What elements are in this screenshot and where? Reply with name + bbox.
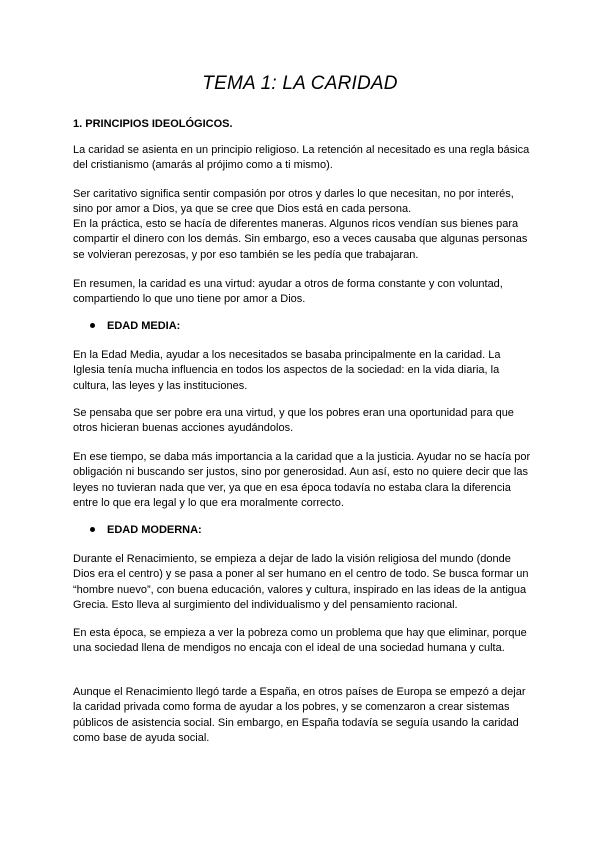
- page-title: TEMA 1: LA CARIDAD: [202, 73, 398, 94]
- heading-label: EDAD MODERNA:: [107, 524, 202, 536]
- paragraph: En la práctica, esto se hacía de diferentes maneras. Algunos ricos vendían sus bienes para compartir el dinero con los demás. Sin embargo, eso a veces causaba que algunas personas se volvieran perezosas, y por eso también se les pedía que trabajaran.: [73, 218, 528, 261]
- bullet-icon: [90, 527, 95, 532]
- paragraph: En esta época, se empieza a ver la pobreza como un problema que hay que eliminar, porque una sociedad llena de mendigos no encaja con el ideal de una sociedad humana y culta.: [73, 627, 527, 655]
- heading-label: EDAD MEDIA:: [107, 320, 181, 332]
- paragraph: Se pensaba que ser pobre era una virtud, y que los pobres eran una oportunidad para que otros hicieran buenas acciones ayudándolos.: [73, 407, 514, 435]
- paragraph: Ser caritativo significa sentir compasión por otros y darles lo que necesitan, no por interés, sino por amor a Dios, ya que se cree que Dios está en cada persona.: [73, 188, 514, 216]
- paragraph: Durante el Renacimiento, se empieza a dejar de lado la visión religiosa del mundo (donde Dios era el centro) y se pasa a poner al ser humano en el centro de todo. Se busca formar un “hombre nuevo”, con buena educación, valores y cultura, inspirado en las ideas de la antigua Grecia. Esto lleva al surgimiento del individualismo y del pensamiento racional.: [73, 553, 529, 611]
- bullet-icon: [90, 323, 95, 328]
- paragraph: En ese tiempo, se daba más importancia a la caridad que a la justicia. Ayudar no se hacía por obligación ni buscando ser justos, sino por generosidad. Aun así, esto no quiere decir que las leyes no tuvieran nada que ver, ya que en esa época todavía no estaba clara la diferencia entre lo que era legal y lo que era moralmente correcto.: [73, 451, 531, 509]
- section-heading-principios: 1. PRINCIPIOS IDEOLÓGICOS.: [73, 118, 233, 130]
- paragraph: En resumen, la caridad es una virtud: ayudar a otros de forma constante y con voluntad, compartiendo lo que uno tiene por amor a Dios.: [73, 278, 503, 306]
- paragraph: En la Edad Media, ayudar a los necesitados se basaba principalmente en la caridad. La Iglesia tenía mucha influencia en todos los aspectos de la sociedad: en la vida diaria, la cultura, las leyes y las instituciones.: [73, 349, 501, 392]
- paragraph: La caridad se asienta en un principio religioso. La retención al necesitado es una regla básica del cristianismo (amarás al prójimo como a ti mismo).: [73, 144, 530, 172]
- section-heading-edad-media: [90, 320, 180, 332]
- paragraph: Aunque el Renacimiento llegó tarde a España, en otros países de Europa se empezó a dejar la caridad privada como forma de ayudar a los pobres, y se comenzaron a crear sistemas públicos de asistencia social. Sin embargo, en España todavía se seguía usando la caridad como base de ayuda social.: [73, 686, 526, 744]
- section-heading-edad-moderna: [90, 524, 202, 536]
